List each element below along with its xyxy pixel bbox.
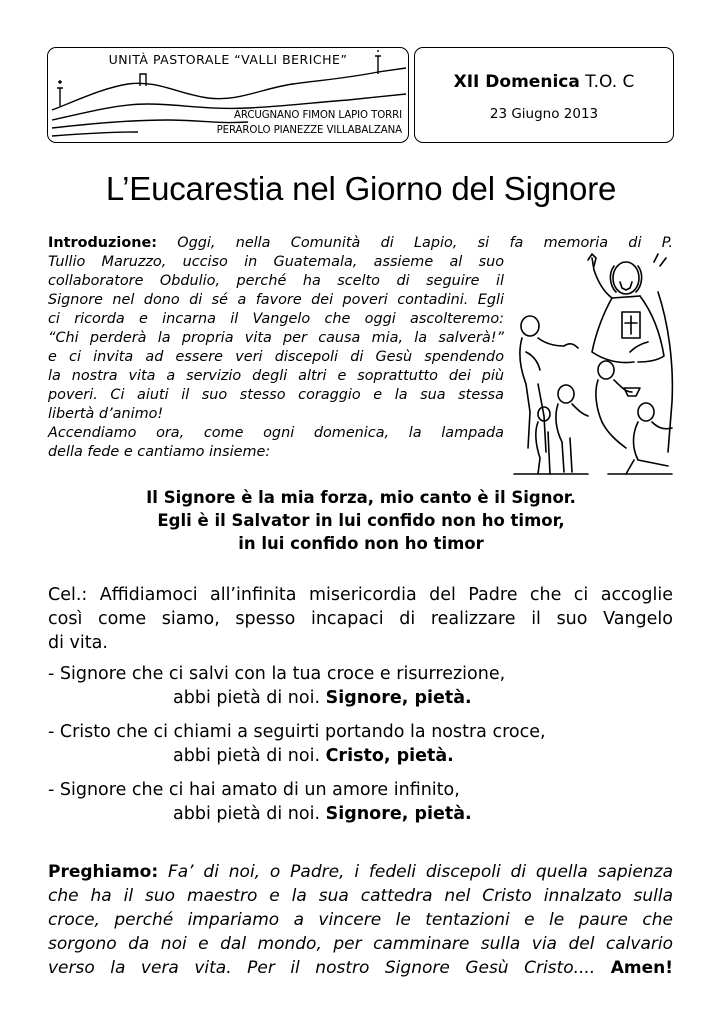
intro-line-6: “Chi perderà la propria vita per causa mia, la salverà!”	[48, 330, 504, 346]
intro-line-10: libertà d’animo!	[48, 406, 164, 422]
prayer-line-2: che ha il suo maestro e la sua cattedra nel Cristo innalzato sulla	[48, 886, 673, 906]
sunday-suffix: T.O. C	[585, 72, 635, 92]
refrain-line-2: Egli è il Salvator in lui confido non ho timor,	[157, 511, 565, 530]
refrain-line-3: in lui confido non ho timor	[238, 534, 484, 553]
intro-line-8: la nostra vita a servizio degli altri e soprattutto dei più	[48, 368, 504, 384]
celebrant-line-2: così come siamo, spesso incapaci di realizzare il suo Vangelo	[48, 609, 673, 629]
invocation-3-response: abbi pietà di noi. Signore, pietà.	[173, 804, 472, 824]
intro-line-5: ci ricorda e incarna il Vangelo che oggi ascolteremo:	[48, 311, 504, 327]
intro-line-11: Accendiamo ora, come ogni domenica, la lampada	[48, 425, 504, 441]
logo-places-line1: ARCUGNANO FIMON LAPIO TORRI	[234, 110, 402, 121]
parish-logo	[47, 47, 409, 143]
amen: Amen!	[610, 958, 673, 978]
celebrant-line-3: di vita.	[48, 633, 108, 653]
date-label: 23 Giugno 2013	[489, 106, 599, 122]
refrain-line-1: Il Signore è la mia forza, mio canto è il Signor.	[146, 488, 576, 507]
intro-line-3: collaboratore Obdulio, perché ha scelto di seguire il	[48, 273, 504, 289]
christ-with-people-illustration	[508, 252, 678, 478]
invocation-1-text: - Signore che ci salvi con la tua croce e risurrezione,	[48, 664, 506, 684]
intro-line-7: e ci invita ad essere veri discepoli di Gesù spendendo	[48, 349, 504, 365]
prayer-line-1: Preghiamo: Fa’ di noi, o Padre, i fedeli discepoli di quella sapienza	[48, 862, 673, 882]
sunday-label	[415, 72, 673, 92]
sunday-date-box	[414, 47, 674, 143]
prayer-label: Preghiamo:	[48, 862, 159, 882]
invocation-3-text: - Signore che ci hai amato di un amore infinito,	[48, 780, 460, 800]
page-title: L’Eucarestia nel Giorno del Signore	[105, 170, 617, 207]
prayer-line-3: croce, perché impariamo a vincere le tentazioni e le paure che	[48, 910, 673, 930]
logo-title: UNITÀ PASTORALE “VALLI BERICHE”	[108, 52, 348, 67]
intro-label: Introduzione:	[48, 235, 157, 251]
invocation-2-response: abbi pietà di noi. Cristo, pietà.	[173, 746, 454, 766]
intro-line-9: poveri. Ci aiuti il suo stesso coraggio e la sua stessa	[48, 387, 504, 403]
intro-line-1: Introduzione: Oggi, nella Comunità di Lapio, si fa memoria di P.	[48, 235, 673, 251]
intro-line-12: della fede e cantiamo insieme:	[48, 444, 271, 460]
intro-line-4: Signore nel dono di sé a favore dei poveri contadini. Egli	[48, 292, 504, 308]
intro-line-2: Tullio Maruzzo, ucciso in Guatemala, assieme al suo	[48, 254, 504, 270]
prayer-line-4: sorgono da noi e dal mondo, per camminare sulla via del calvario	[48, 934, 673, 954]
prayer-line-5: verso la vera vita. Per il nostro Signore Gesù Cristo.... Amen!	[48, 958, 673, 978]
sunday-name: XII Domenica	[453, 72, 580, 92]
logo-places-line2: PERAROLO PIANEZZE VILLABALZANA	[216, 125, 402, 136]
invocation-2-text: - Cristo che ci chiami a seguirti portando la nostra croce,	[48, 722, 546, 742]
invocation-1-response: abbi pietà di noi. Signore, pietà.	[173, 688, 472, 708]
celebrant-line-1: Cel.: Affidiamoci all’infinita misericordia del Padre che ci accoglie	[48, 585, 673, 605]
